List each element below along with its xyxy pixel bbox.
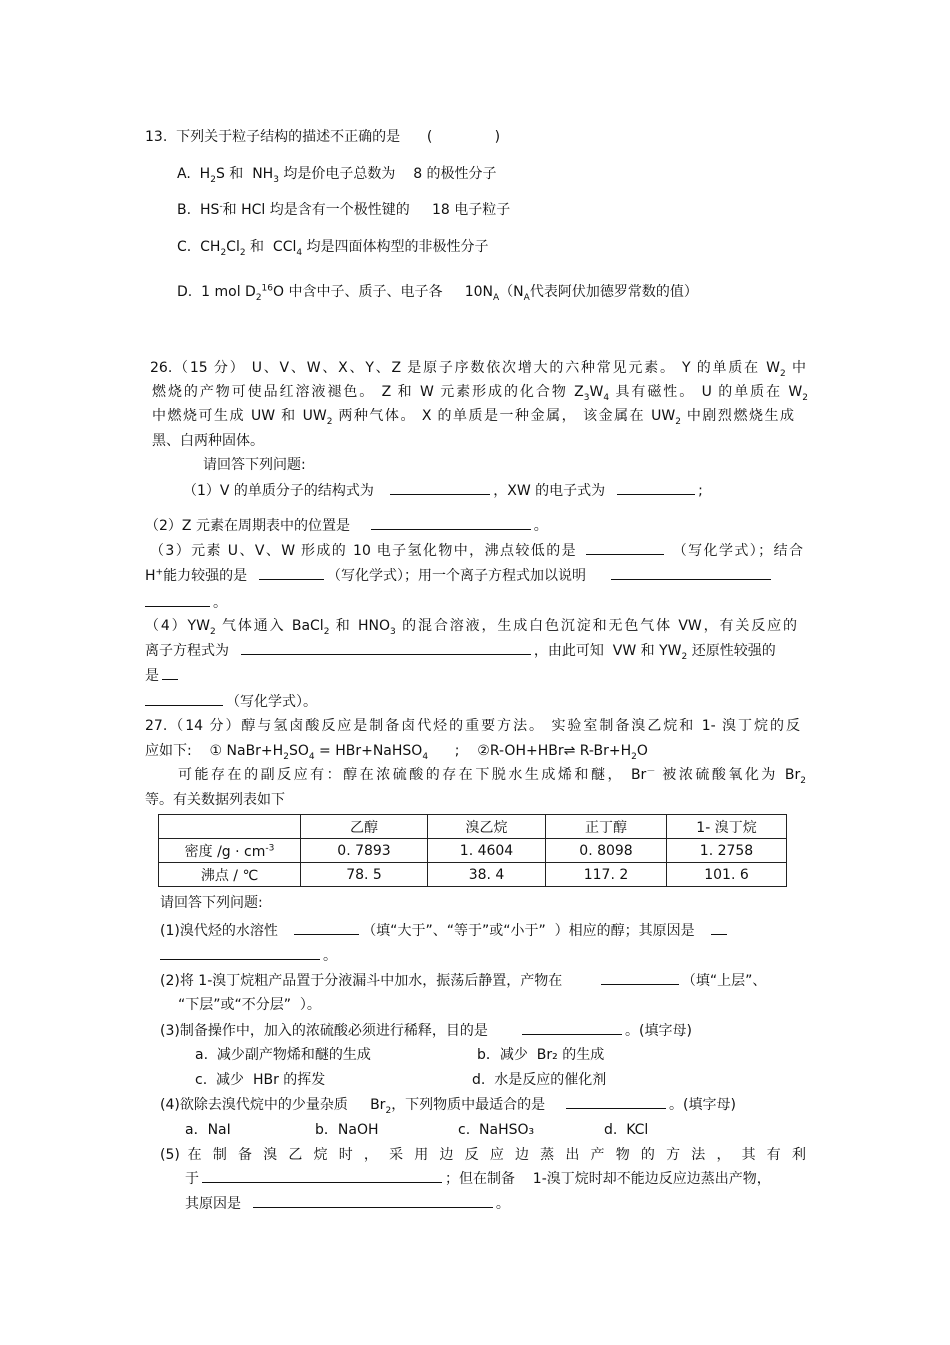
q27-part-3-option-c: c. 减少 HBr 的挥发 bbox=[195, 1072, 326, 1088]
answer-blank bbox=[160, 946, 320, 960]
subscript: 2 bbox=[802, 392, 808, 403]
q27-part-1b: 。 bbox=[157, 946, 337, 965]
answer-blank bbox=[162, 666, 178, 680]
q26-line-4: 黑、白两种固体。 bbox=[152, 433, 264, 449]
answer-blank bbox=[145, 593, 210, 607]
table-cell: 0. 8098 bbox=[546, 839, 667, 863]
q27-part-4-option-a: a．NaI bbox=[185, 1122, 231, 1138]
subscript: 2 bbox=[283, 751, 289, 762]
table-header-cell: 乙醇 bbox=[301, 815, 428, 839]
q27-part-2b: “下层”或“不分层” ）。 bbox=[178, 997, 321, 1013]
subscript: 2 bbox=[385, 1105, 392, 1116]
q27-part-5c: 其原因是 。 bbox=[185, 1196, 510, 1212]
q27-part-2a: (2)将 1-溴丁烷粗产品置于分液漏斗中加水，振荡后静置，产物在 （填“上层”、 bbox=[160, 973, 767, 989]
q13-option-c: C. $CH_2Cl_2$ 和 CCl$_4$ 均是四面体构型的非极性分子 bbox=[177, 239, 489, 258]
subscript: 2 bbox=[800, 775, 807, 786]
q27-line-3: 可能存在的副反应有：醇在浓硫酸的存在下脱水生成烯和醚， Br－ 被浓硫酸氧化为 $Br_2$ bbox=[178, 766, 807, 786]
answer-blank bbox=[253, 1194, 493, 1208]
table-cell: 1. 2758 bbox=[667, 839, 787, 863]
subscript: 4 bbox=[308, 751, 315, 762]
q27-part-5a: (5) 在 制 备 溴 乙 烷 时 ， 采 用 边 反 应 边 蒸 出 产 物 的 方 法 ， 其 有 利 bbox=[160, 1147, 806, 1163]
q27-part-4: (4)欲除去溴代烷中的少量杂质 $Br_2$，下列物质中最适合的是 。(填字母) bbox=[160, 1097, 736, 1116]
q26-part-4a: $(4)YW_2$ 气体通入 BaCl$_2$ 和 $HNO_3$ 的混合溶液，生成白色沉淀和无色气体 VW，有关反应的 bbox=[145, 618, 798, 637]
subscript: A bbox=[523, 292, 530, 303]
answer-blank bbox=[294, 921, 359, 935]
table-header-cell: 1- 溴丁烷 bbox=[667, 815, 787, 839]
subscript: 2 bbox=[326, 416, 333, 427]
q13-option-a: A. $H_2S$ 和 $NH_3$ 均是价电子总数为 8 的极性分子 bbox=[177, 166, 497, 185]
q26-part-4b: 离子方程式为 ，由此可知 VW 和 $YW_2$ 还原性较强的 bbox=[145, 643, 776, 662]
table-header-cell: 正丁醇 bbox=[546, 815, 667, 839]
table-cell: 78. 5 bbox=[301, 863, 428, 887]
q26-part-3c: 。 bbox=[142, 593, 227, 612]
q26-prompt: 请回答下列问题: bbox=[203, 457, 306, 473]
q27-part-3-option-a: a. 减少副产物烯和醚的生成 bbox=[195, 1047, 371, 1063]
answer-blank bbox=[202, 1169, 442, 1183]
q26-part-1: （1）V 的单质分子的结构式为 ，XW 的电子式为 ; bbox=[183, 483, 703, 499]
answer-blank bbox=[259, 566, 324, 580]
q26-part-2: （2）Z 元素在周期表中的位置是 。 bbox=[145, 518, 548, 534]
subscript: 4 bbox=[422, 751, 429, 762]
q27-part-3: (3)制备操作中，加入的浓硫酸必须进行稀释，目的是 。(填字母) bbox=[160, 1023, 692, 1039]
subscript: A bbox=[493, 292, 500, 303]
subscript: 2 bbox=[220, 247, 227, 258]
q13-option-d: D. 1 mol $D_2^{16}O$ 中含中子、质子、电子各 $10N_A(N_A$代表阿伏加德罗常数的值） bbox=[177, 283, 698, 303]
answer-blank bbox=[522, 1021, 622, 1035]
subscript: 3 bbox=[390, 626, 396, 637]
q26-part-4c: 是 bbox=[145, 666, 181, 685]
answer-blank bbox=[145, 692, 223, 706]
table-cell: 38. 4 bbox=[428, 863, 546, 887]
q13-option-b: B. HS-和 HCl 均是含有一个极性键的 18 电子粒子 bbox=[177, 201, 511, 218]
table-cell: 117. 2 bbox=[546, 863, 667, 887]
table-header-cell bbox=[159, 815, 301, 839]
q27-part-3-option-b: b．减少 Br₂ 的生成 bbox=[477, 1047, 605, 1063]
answer-blank bbox=[566, 1095, 666, 1109]
answer-blank bbox=[711, 921, 727, 935]
q26-part-3a: （3）元素 U、V、W 形成的 10 电子氢化物中，沸点较低的是 （写化学式）；结合 bbox=[150, 543, 803, 559]
q27-part-4-option-b: b．NaOH bbox=[315, 1122, 379, 1138]
q27-line-1: 27.（14 分）醇与氢卤酸反应是制备卤代烃的重要方法。 实验室制备溴乙烷和 1- 溴丁烷的反 bbox=[145, 718, 800, 734]
q26-line-2: 燃烧的产物可使品红溶液褪色。 Z 和 W 元素形成的化合物 $Z_3W_4$ 具有磁性。 U 的单质在 $W_2$ bbox=[152, 384, 808, 403]
q13-stem: 13. 下列关于粒子结构的描述不正确的是 ( ) bbox=[145, 129, 501, 145]
table-row-label: 沸点 / ℃ bbox=[159, 863, 301, 887]
answer-blank bbox=[601, 971, 679, 985]
q27-line-4: 等。有关数据列表如下 bbox=[145, 792, 285, 808]
table-row bbox=[159, 863, 787, 887]
subscript: 2 bbox=[780, 368, 786, 379]
subscript: 2 bbox=[209, 626, 216, 637]
answer-blank bbox=[586, 541, 664, 555]
answer-blank bbox=[241, 641, 531, 655]
subscript: 2 bbox=[239, 247, 246, 258]
subscript: 2 bbox=[323, 626, 330, 637]
subscript: 3 bbox=[273, 174, 279, 185]
subscript: 3 bbox=[583, 392, 590, 403]
table-row-label: 密度 $/g \cdot cm^{-3}$ bbox=[159, 839, 301, 863]
table-cell: 1. 4604 bbox=[428, 839, 546, 863]
table-row bbox=[159, 839, 787, 863]
subscript: 4 bbox=[296, 247, 303, 258]
subscript: 2 bbox=[631, 751, 637, 762]
superscript: - bbox=[219, 201, 223, 212]
q27-line-2: 应如下: ① $NaBr+H_2SO_4$ = HBr+NaHSO$_4$ ; ②R-OH+HBr⇌ $R-Br+H_2O$ bbox=[145, 743, 648, 762]
answer-blank bbox=[617, 481, 695, 495]
table-cell: 0. 7893 bbox=[301, 839, 428, 863]
subscript: 2 bbox=[675, 416, 681, 427]
table-header-cell: 溴乙烷 bbox=[428, 815, 546, 839]
q27-part-5b: 于 ；但在制备 1-溴丁烷时却不能边反应边蒸出产物， bbox=[185, 1171, 771, 1187]
q27-part-4-option-d: d. KCl bbox=[604, 1122, 649, 1138]
superscript: － bbox=[646, 766, 656, 777]
subscript: 2 bbox=[255, 292, 262, 303]
q26-line-3: 中燃烧可生成 UW 和 $UW_2$ 两种气体。 X 的单质是一种金属， 该金属在 $UW_2$ 中剧烈燃烧生成 bbox=[152, 408, 794, 427]
data-table bbox=[158, 814, 787, 887]
q27-prompt: 请回答下列问题: bbox=[160, 895, 263, 911]
answer-blank bbox=[390, 481, 490, 495]
q26-part-4d: （写化学式）。 bbox=[142, 692, 317, 711]
subscript: 2 bbox=[210, 174, 216, 185]
q27-part-4-option-c: c. NaHSO₃ bbox=[458, 1122, 535, 1138]
q26-part-3b: H+能力较强的是 （写化学式）；用一个离子方程式加以说明 bbox=[145, 566, 774, 585]
q27-part-1a: (1)溴代烃的水溶性 （填“大于”、“等于”或“小于” ）相应的醇；其原因是 bbox=[160, 921, 730, 940]
superscript: 16 bbox=[261, 283, 273, 294]
table-cell: 101. 6 bbox=[667, 863, 787, 887]
subscript: 2 bbox=[681, 651, 688, 662]
q27-part-3-option-d: d. 水是反应的催化剂 bbox=[472, 1072, 607, 1088]
subscript: 4 bbox=[603, 392, 610, 403]
q26-line-1: 26.（15 分） U、V、W、X、Y、Z 是原子序数依次增大的六种常见元素。 Y 的单质在 $W_2$ 中 bbox=[150, 360, 807, 379]
answer-blank bbox=[371, 516, 531, 530]
table-header-row bbox=[159, 815, 787, 839]
superscript: + bbox=[155, 567, 164, 578]
answer-blank bbox=[611, 566, 771, 580]
